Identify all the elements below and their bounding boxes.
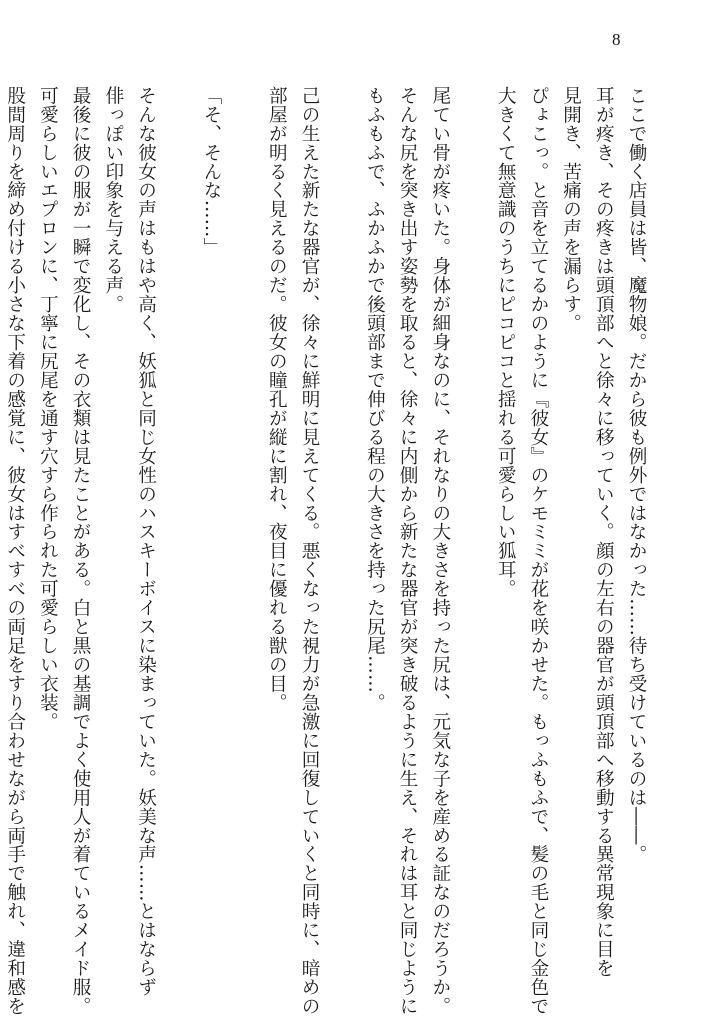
text-line: そんな尻を突き出す姿勢を取ると、徐々に内側から新たな器官が突き破るように生え、それは耳と同じように — [397, 86, 419, 1016]
text-line: 可愛らしいエプロンに、丁寧に尻尾を通す穴すら作られた可愛らしい衣装。 — [37, 86, 59, 732]
text-line: 部屋が明るく見えるのだ。彼女の瞳孔が縦に割れ、夜目に優れる獣の目。 — [266, 86, 288, 713]
text-line: 己の生えた新たな器官が、徐々に鮮明に見えてくる。悪くなった視力が急激に回復していくと同時に、暗めの — [299, 86, 320, 1016]
page-number: 8 — [612, 30, 621, 49]
text-line: 最後に彼の服が一瞬で変化し、その衣類は見たことがある。白と黒の基調でよく使用人が着ているメイド服。 — [70, 86, 92, 1016]
blank-line — [325, 86, 358, 986]
blank-line — [227, 86, 260, 986]
text-line: 耳が疼き、その疼きは頭頂部へと徐々に移っていく。顔の左右の器官が頭頂部へ移動する異常現象に目を — [593, 86, 615, 978]
text-line: ここで働く店員は皆、魔物娘。だから彼も例外ではなかった……待ち受けているのは――。 — [626, 86, 647, 864]
text-line: 尾てい骨が疼いた。身体が細身なのに、それなりの大きさを持った尻は、元気な子を産める証なのだろうか。 — [429, 86, 451, 1016]
text-line: ぴょこっ。と音を立てるかのように『彼女』のケモミミが花を咲かせた。もっふもふで、髪の毛と同じ金色で — [527, 86, 549, 1016]
text-line: 「そ、そんな……」 — [200, 86, 222, 257]
blank-line — [162, 86, 195, 986]
blank-line — [456, 86, 489, 986]
text-line: 俳っぽい印象を与える声。 — [102, 86, 124, 314]
text-line: 見開き、苦痛の声を漏らす。 — [560, 86, 582, 333]
body-text — [4, 86, 652, 1016]
text-line: そんな彼女の声はもはや高く、妖狐と同じ女性のハスキーボイスに染まっていた。妖美な声……とはならず — [135, 86, 157, 997]
text-line: 股間周りを締め付ける小さな下着の感覚に、彼女はすべすべの両足をすり合わせながら両手で触れ、違和感を — [4, 86, 26, 1016]
text-line: 大きくて無意識のうちにピコピコと揺れる可愛らしい狐耳。 — [495, 86, 517, 599]
text-line: もふもふで、ふかふかで後頭部まで伸びる程の大きさを持った尻尾……。 — [364, 86, 386, 713]
